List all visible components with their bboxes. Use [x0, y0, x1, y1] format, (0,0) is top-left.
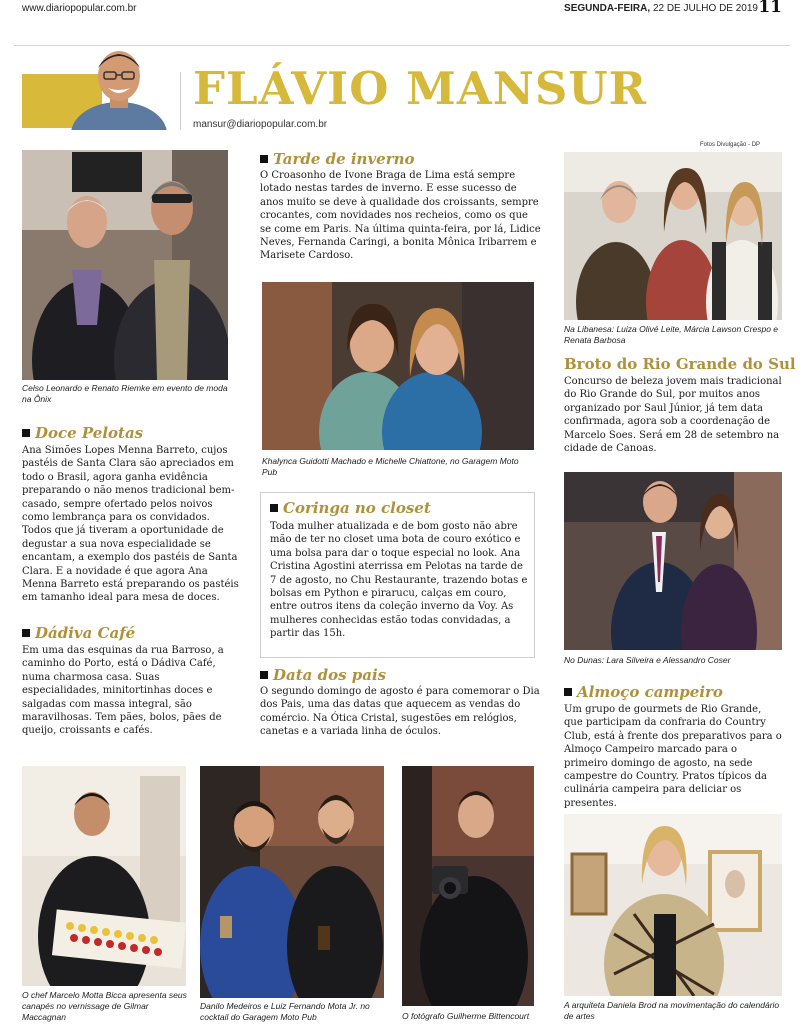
article-tarde-de-inverno: O Croasonho de Ivone Braga de Lima está sempre lotado nestas tardes de inverno. E esse sucesso de anos muito se deve à qualidade dos croissants, sempre crocantes, com novidades nos recheios, como os que se come em Paris. Na última quinta-feira, por lá, Lidice Neves, Fernanda Caringi, a bonita Mônica Iribarrem e Marisete Cardoso. — [260, 170, 541, 262]
site-url: www.diariopopular.com.br — [22, 3, 137, 14]
bullet-square-icon — [260, 671, 268, 679]
caption-danilo: Danilo Medeiros e Luiz Fernando Mota Jr. no cocktail do Garagem Moto Pub — [200, 1001, 370, 1022]
date: 22 DE JULHO DE 2019 — [652, 3, 758, 14]
author-email: mansur@diariopopular.com.br — [193, 119, 328, 130]
caption-guilherme: O fotógrafo Guilherme Bittencourt — [402, 1011, 530, 1021]
heading-data-dos-pais: Data dos pais — [260, 666, 386, 684]
photo-credits: Fotos Divulgação - DP — [700, 142, 761, 148]
photo-guilherme — [402, 766, 534, 1006]
article-dadiva-cafe: Em uma das esquinas da rua Barroso, a caminho do Porto, está o Dádiva Café, numa charmosa casa. Suas especialidades, minitortinhas doces e salgadas com massa integral, são maravilhosas. Tem pães, bolos, pães de queijo, croissants e cafés. — [22, 645, 224, 737]
bullet-square-icon — [260, 155, 268, 163]
bullet-square-icon — [22, 429, 30, 437]
heading-coringa-no-closet: Coringa no closet — [270, 499, 431, 517]
author-photo — [64, 42, 174, 130]
heading-doce-pelotas: Doce Pelotas — [22, 424, 143, 442]
photo-celso-renato — [22, 150, 228, 380]
photo-marcelo-bicca — [22, 766, 186, 986]
column-title: FLÁVIO MANSUR — [193, 62, 648, 115]
article-broto: Concurso de beleza jovem mais tradicional do Rio Grande do Sul, por muitos anos organizado por Saul Júnior, já tem data confirmada, agora sob a coordenação de Marcelo Soes. Será em 28 de setembro na cidade de Canoas. — [564, 376, 782, 455]
weekday: SEGUNDA-FEIRA, — [564, 3, 651, 14]
page-number: 11 — [758, 0, 782, 17]
article-almoco-campeiro: Um grupo de gourmets de Rio Grande, que participam da confraria do Country Club, está à frente dos preparativos para o Almoço Campeiro marcado para o primeiro domingo de agosto, na sede campestre do Country. Pratos típicos da culinária campeira para deliciar os presentes. — [564, 704, 782, 809]
dateline — [564, 3, 758, 14]
heading-almoco-campeiro: Almoço campeiro — [564, 683, 723, 701]
photo-dunas — [564, 472, 782, 650]
article-data-dos-pais: O segundo domingo de agosto é para comemorar o Dia dos Pais, uma das datas que aquecem as vendas do comércio. Na Ótica Cristal, sugestões em relógios, canetas e a variada linha de óculos. — [260, 686, 540, 738]
caption-celso: Celso Leonardo e Renato Riemke em evento de moda na Ônix — [22, 383, 228, 404]
photo-daniela — [564, 814, 782, 996]
photo-libanesa — [564, 152, 782, 320]
heading-broto: Broto do Rio Grande do Sul — [564, 355, 796, 373]
bullet-square-icon — [564, 688, 572, 696]
caption-dunas: No Dunas: Lara Silveira e Alessandro Coser — [564, 655, 731, 665]
photo-danilo-luiz — [200, 766, 384, 998]
heading-dadiva-cafe: Dádiva Café — [22, 624, 135, 642]
bullet-square-icon — [270, 504, 278, 512]
caption-khalynca: Khalynca Guidotti Machado e Michelle Chiattone, no Garagem Moto Pub — [262, 456, 519, 477]
photo-khalynca-michelle — [262, 282, 534, 450]
caption-marcelo: O chef Marcelo Motta Bicca apresenta seus canapés no vernissage de Gilmar Maccagnan — [22, 990, 187, 1022]
caption-daniela: A arquiteta Daniela Brod na movimentação do calendário de artes — [564, 1000, 780, 1021]
article-doce-pelotas: Ana Simões Lopes Menna Barreto, cujos pastéis de Santa Clara são apreciados em todo o Brasil, agora ganha evidência preparando o não menos tradicional bem-casado, sempre ofertado pelos noivos como lembrança para os convidados. Todos que já tiveram a oportunidade de degustar a sua nova especialidade se encantam, a exemplo dos pastéis de Santa Clara. E a novidade é que agora Ana Menna Barreto está preparando os pastéis em tamanho ideal para mesa de doces. — [22, 445, 239, 604]
header-divider — [180, 72, 181, 130]
article-coringa-no-closet: Toda mulher atualizada e de bom gosto não abre mão de ter no closet uma bota de couro exótico e uma bolsa para dar o toque especial no look. Ana Cristina Agostini aterrissa em Pelotas na tarde de 7 de agosto, no Chu Restaurante, trazendo botas e bolsas em Python e pirarucu, calças em couro, entre outros itens da coleção inverno da Voy. As mulheres conhecidas estão todas convidadas, a partir das 15h. — [270, 521, 528, 640]
bullet-square-icon — [22, 629, 30, 637]
heading-tarde-de-inverno: Tarde de inverno — [260, 150, 415, 168]
caption-libanesa: Na Libanesa: Luiza Olivé Leite, Márcia Lawson Crespo e Renata Barbosa — [564, 324, 779, 345]
